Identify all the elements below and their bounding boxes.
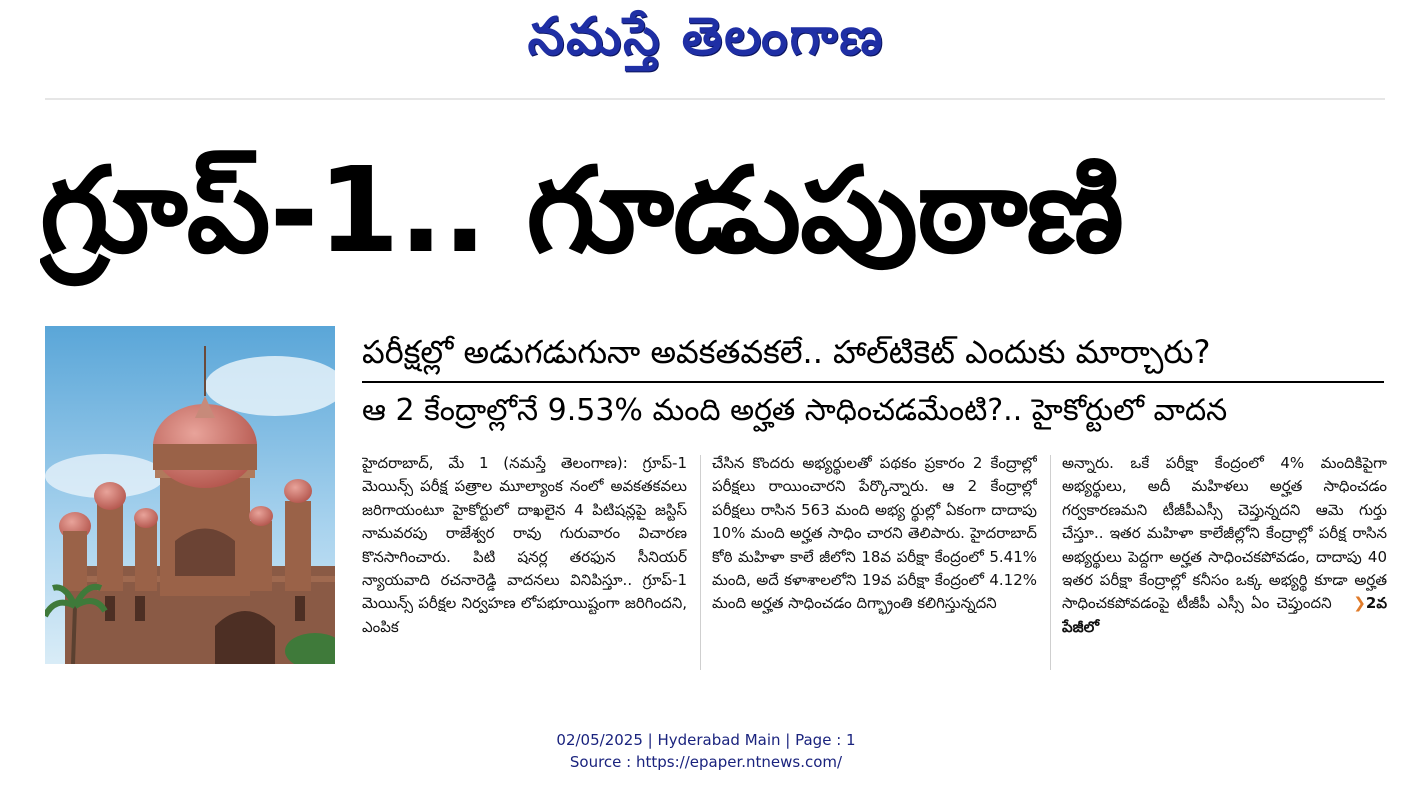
masthead-logo: నమస్తే తెలంగాణ	[527, 6, 885, 67]
subheadline-1: పరీక్షల్లో అడుగడుగునా అవకతవకలే.. హాల్‌టికెట్ ఎందుకు మార్చారు?	[362, 333, 1211, 371]
article-column-3-text: అన్నారు. ఒకే పరీక్షా కేంద్రంలో 4% మందికిపైగా అభ్యర్థులు, అదీ మహిళలు అర్హత సాధించడం గర్వకారణమని టీజీపీఎస్సీ చెప్తున్నదని ఆమె గుర్తు చేస్తూ.. ఇతర మహిళా కాలేజీల్లోని కేంద్రాల్లో పరీక్ష రాసిన అభ్యర్థులు పెద్దగా అర్హత సాధించకపోవడం, దాదాపు 40 ఇతర పరీక్షా కేంద్రాల్లో కనీసం ఒక్క అభ్యర్థి కూడా అర్హత సాధించకపోవడంపై టీజీపీ ఎస్సీ ఏం చెప్తుందని	[1062, 454, 1387, 613]
masthead-divider	[45, 98, 1385, 100]
footer-edition-info: 02/05/2025 | Hyderabad Main | Page : 1	[556, 731, 856, 749]
article-column-2: చేసిన కొందరు అభ్యర్థులతో పథకం ప్రకారం 2 కేంద్రాల్లో పరీక్షలు రాయించారని పేర్కొన్నారు. ఆ 2 కేంద్రాల్లో పరీక్షలు రాసిన 563 మంది అభ్య ర్థుల్లో ఏకంగా దాదాపు 10% మంది అర్హత సాధిం చారని తెలిపారు. హైదరాబాద్ కోఠి మహిళా కాలే జీలోని 18వ పరీక్షా కేంద్రంలో 5.41% మంది, అదే కళాశాలలోని 19వ పరీక్షా కేంద్రంలో 4.12% మంది అర్హత సాధించడం దిగ్భ్రాంతి కలిగిస్తున్నదని	[712, 454, 1037, 613]
continuation-arrow-icon: ❯	[1353, 594, 1366, 613]
high-court-photo	[45, 326, 335, 664]
article-column-3	[1062, 452, 1387, 672]
continuation-link[interactable]: 2వ పేజీలో	[1062, 594, 1387, 636]
high-court-building-icon	[45, 326, 335, 664]
subheadline-2: ఆ 2 కేంద్రాల్లోనే 9.53% మంది అర్హత సాధించడమేంటి?.. హైకోర్టులో వాదన	[362, 393, 1228, 428]
footer-source-link[interactable]: Source : https://epaper.ntnews.com/	[569, 753, 843, 771]
article-column-1: హైదరాబాద్, మే 1 (నమస్తే తెలంగాణ): గ్రూప్-1 మెయిన్స్ పరీక్ష పత్రాల మూల్యాంక నంలో అవకతకవలు జరిగాయంటూ హైకోర్టులో దాఖలైన 4 పిటిషన్లపై జస్టిస్ నామవరపు రాజేశ్వర రావు గురువారం విచారణ కొనసాగించారు. పిటి షనర్ల తరఫున సీనియర్ న్యాయవాది రచనారెడ్డి వాదనలు వినిపిస్తూ.. గ్రూప్-1 మెయిన్స్ పరీక్షల నిర్వహణ లోపభూయిష్టంగా జరిగిందని, ఎంపిక	[362, 454, 687, 636]
main-headline: గ్రూప్-1.. గూడుపుఠాణి	[40, 141, 1123, 279]
column-divider	[1050, 455, 1051, 670]
subheadline-divider	[362, 381, 1384, 383]
column-divider	[700, 455, 701, 670]
